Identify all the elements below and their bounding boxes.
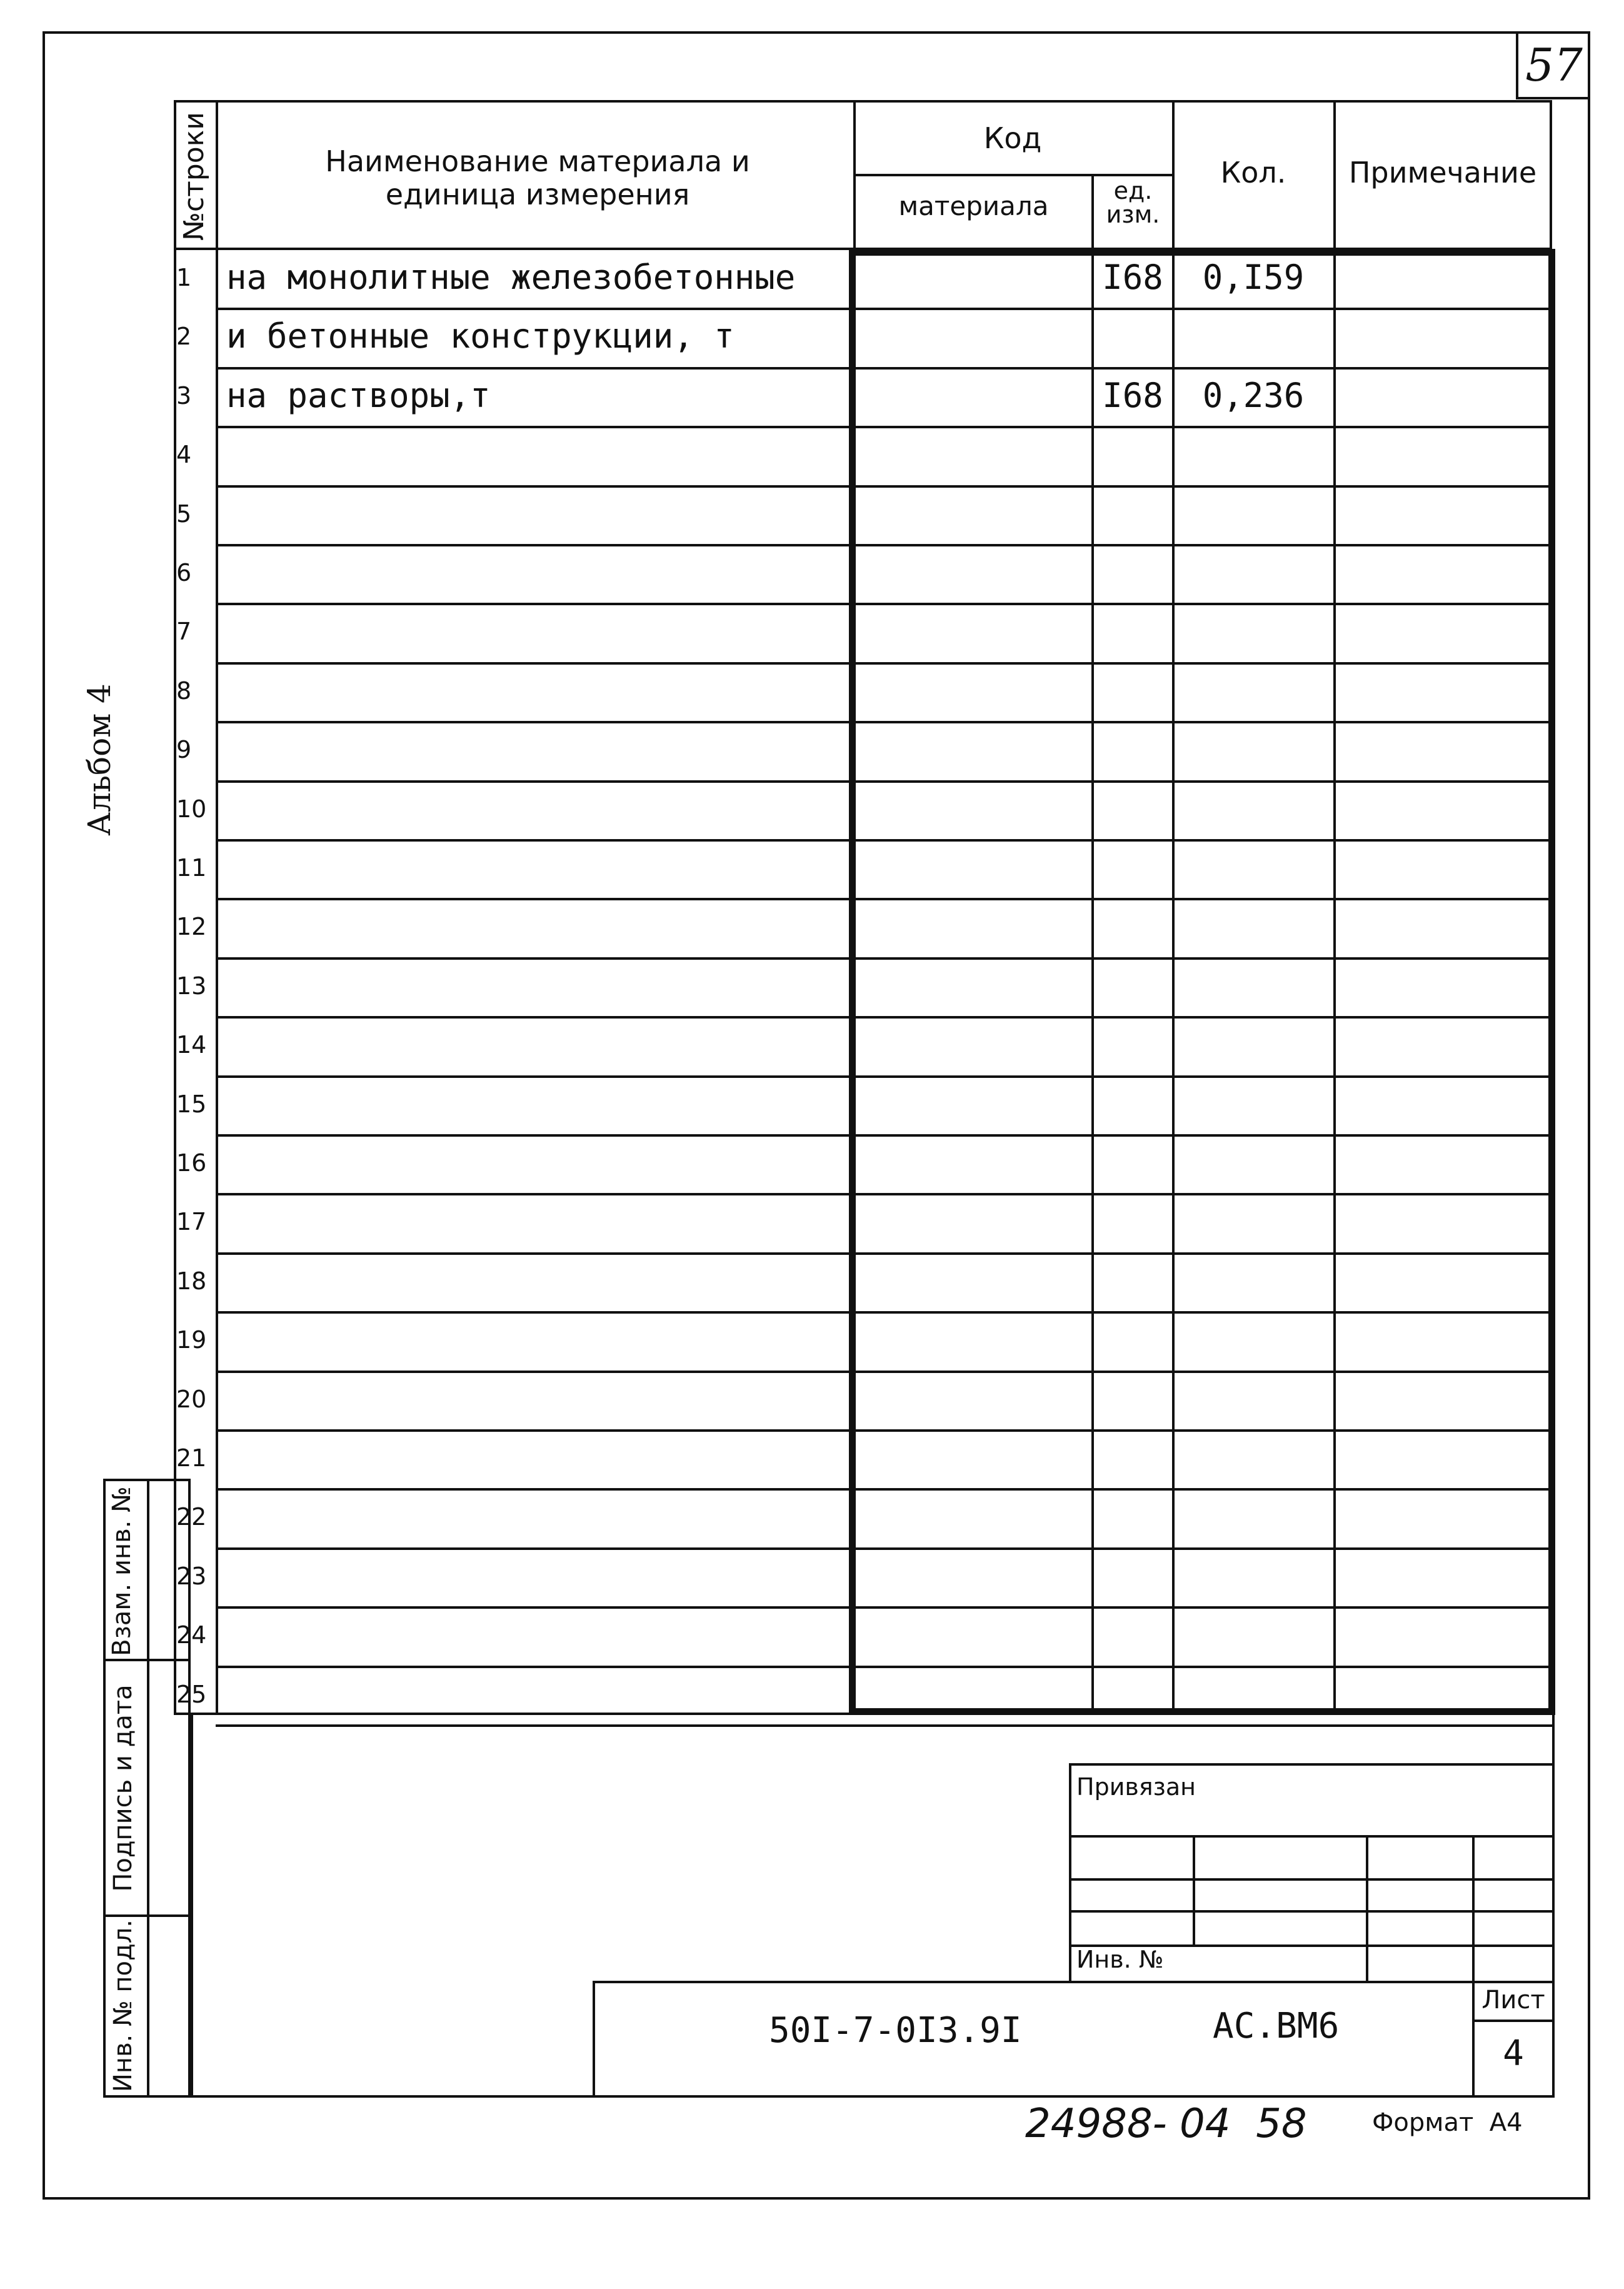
doc-mark: АС.ВМ6 <box>1213 2006 1340 2046</box>
header-note: Примечание <box>1348 156 1537 189</box>
table-row-line <box>216 485 1552 488</box>
material-name-cell: на растворы,т <box>226 375 491 415</box>
thick-data-frame <box>849 249 1555 1715</box>
table-row-line <box>216 426 1552 428</box>
row-number: 10 <box>176 795 207 823</box>
table-row-line <box>216 1488 1552 1491</box>
table-row-line <box>216 603 1552 605</box>
bound-col-2 <box>1366 1835 1368 1983</box>
row-number: 16 <box>176 1149 207 1177</box>
bound-line-1 <box>1069 1835 1555 1838</box>
row-number: 20 <box>176 1385 207 1413</box>
row-number: 22 <box>176 1503 207 1531</box>
row-number: 11 <box>176 854 207 882</box>
quantity-cell: 0,236 <box>1202 375 1305 415</box>
bound-col-1 <box>1193 1835 1195 1944</box>
material-name-cell: и бетонные конструкции, т <box>226 316 734 356</box>
quantity-cell: 0,I59 <box>1202 258 1305 297</box>
row-number: 5 <box>176 500 192 528</box>
table-row-line <box>216 1193 1552 1195</box>
table-row-line <box>216 1075 1552 1078</box>
row-number: 9 <box>176 736 192 764</box>
stamp-inv-podl: Инв. № подл. <box>109 1919 138 2092</box>
table-row-line <box>216 898 1552 900</box>
row-number: 24 <box>176 1621 207 1649</box>
bound-line-3 <box>1069 1910 1555 1913</box>
album-label: Альбом 4 <box>81 683 118 836</box>
row-number: 14 <box>176 1031 207 1059</box>
header-code: Код <box>983 121 1042 155</box>
page-number-divider <box>1516 31 1518 99</box>
table-row-line <box>216 839 1552 842</box>
table-row-line <box>216 367 1552 370</box>
table-row-line <box>216 1429 1552 1432</box>
row-number: 21 <box>176 1444 207 1472</box>
row-number: 7 <box>176 618 192 646</box>
bound-line-2 <box>1069 1878 1555 1881</box>
row-number: 6 <box>176 559 192 586</box>
header-name: Наименование материала и единица измерения <box>325 144 750 211</box>
bound-col-3 <box>1472 1835 1475 1983</box>
stamp-vzam-inv: Взам. инв. № <box>108 1486 136 1656</box>
table-row-line <box>216 1252 1552 1255</box>
side-stamp-inner-line <box>147 1479 149 2098</box>
row-number: 19 <box>176 1326 207 1354</box>
code-subheader-line <box>853 174 1172 176</box>
table-row-line <box>216 957 1552 960</box>
row-number: 15 <box>176 1090 207 1118</box>
row-number: 8 <box>176 677 192 705</box>
table-row-line <box>216 1134 1552 1137</box>
handwritten-number: 24988- 04 58 <box>1025 2101 1307 2147</box>
doc-code: 50I-7-0I3.9I <box>769 2010 1022 2051</box>
header-row-no: №строки <box>178 112 210 241</box>
unit-code-cell: I68 <box>1102 258 1163 297</box>
row-number: 12 <box>176 913 207 941</box>
row-number: 13 <box>176 972 207 1000</box>
row-number: 2 <box>176 323 192 351</box>
table-row-line <box>216 1016 1552 1019</box>
material-name-cell: на монолитные железобетонные <box>226 258 796 297</box>
inv-no-label: Инв. № <box>1076 1946 1164 1973</box>
table-row-line <box>216 1606 1552 1609</box>
table-row-line <box>216 1311 1552 1314</box>
sheet-label: Лист <box>1481 1986 1545 2015</box>
table-row-line <box>216 1547 1552 1550</box>
format-label: Формат А4 <box>1372 2108 1523 2137</box>
bottom-left-line <box>191 1715 193 2098</box>
table-row-line <box>216 1666 1552 1668</box>
stamp-signature-date: Подпись и дата <box>109 1684 138 1892</box>
title-block <box>593 1981 1555 2098</box>
header-qty: Кол. <box>1220 156 1286 189</box>
row-number: 4 <box>176 441 192 469</box>
unit-code-cell: I68 <box>1102 375 1163 415</box>
table-row-line <box>216 780 1552 783</box>
header-code-unit: ед. изм. <box>1106 177 1160 228</box>
table-row-line <box>216 662 1552 665</box>
table-row-line <box>216 1724 1552 1727</box>
title-sheet-line <box>1472 2020 1555 2022</box>
sheet-number: 4 <box>1503 2033 1524 2074</box>
row-number: 25 <box>176 1680 207 1708</box>
page-number-underline <box>1516 97 1588 99</box>
title-sheet-divider <box>1472 1981 1475 2098</box>
row-number: 17 <box>176 1208 207 1236</box>
table-row-line <box>216 544 1552 546</box>
row-number: 23 <box>176 1562 207 1590</box>
row-number: 1 <box>176 264 192 291</box>
page-number: 57 <box>1525 39 1583 91</box>
header-code-material: материала <box>898 191 1049 221</box>
row-number: 3 <box>176 381 192 410</box>
table-row-line <box>216 721 1552 723</box>
row-number: 18 <box>176 1267 207 1295</box>
bound-label: Привязан <box>1076 1773 1196 1801</box>
table-row-line <box>216 308 1552 310</box>
table-row-line <box>216 1371 1552 1373</box>
